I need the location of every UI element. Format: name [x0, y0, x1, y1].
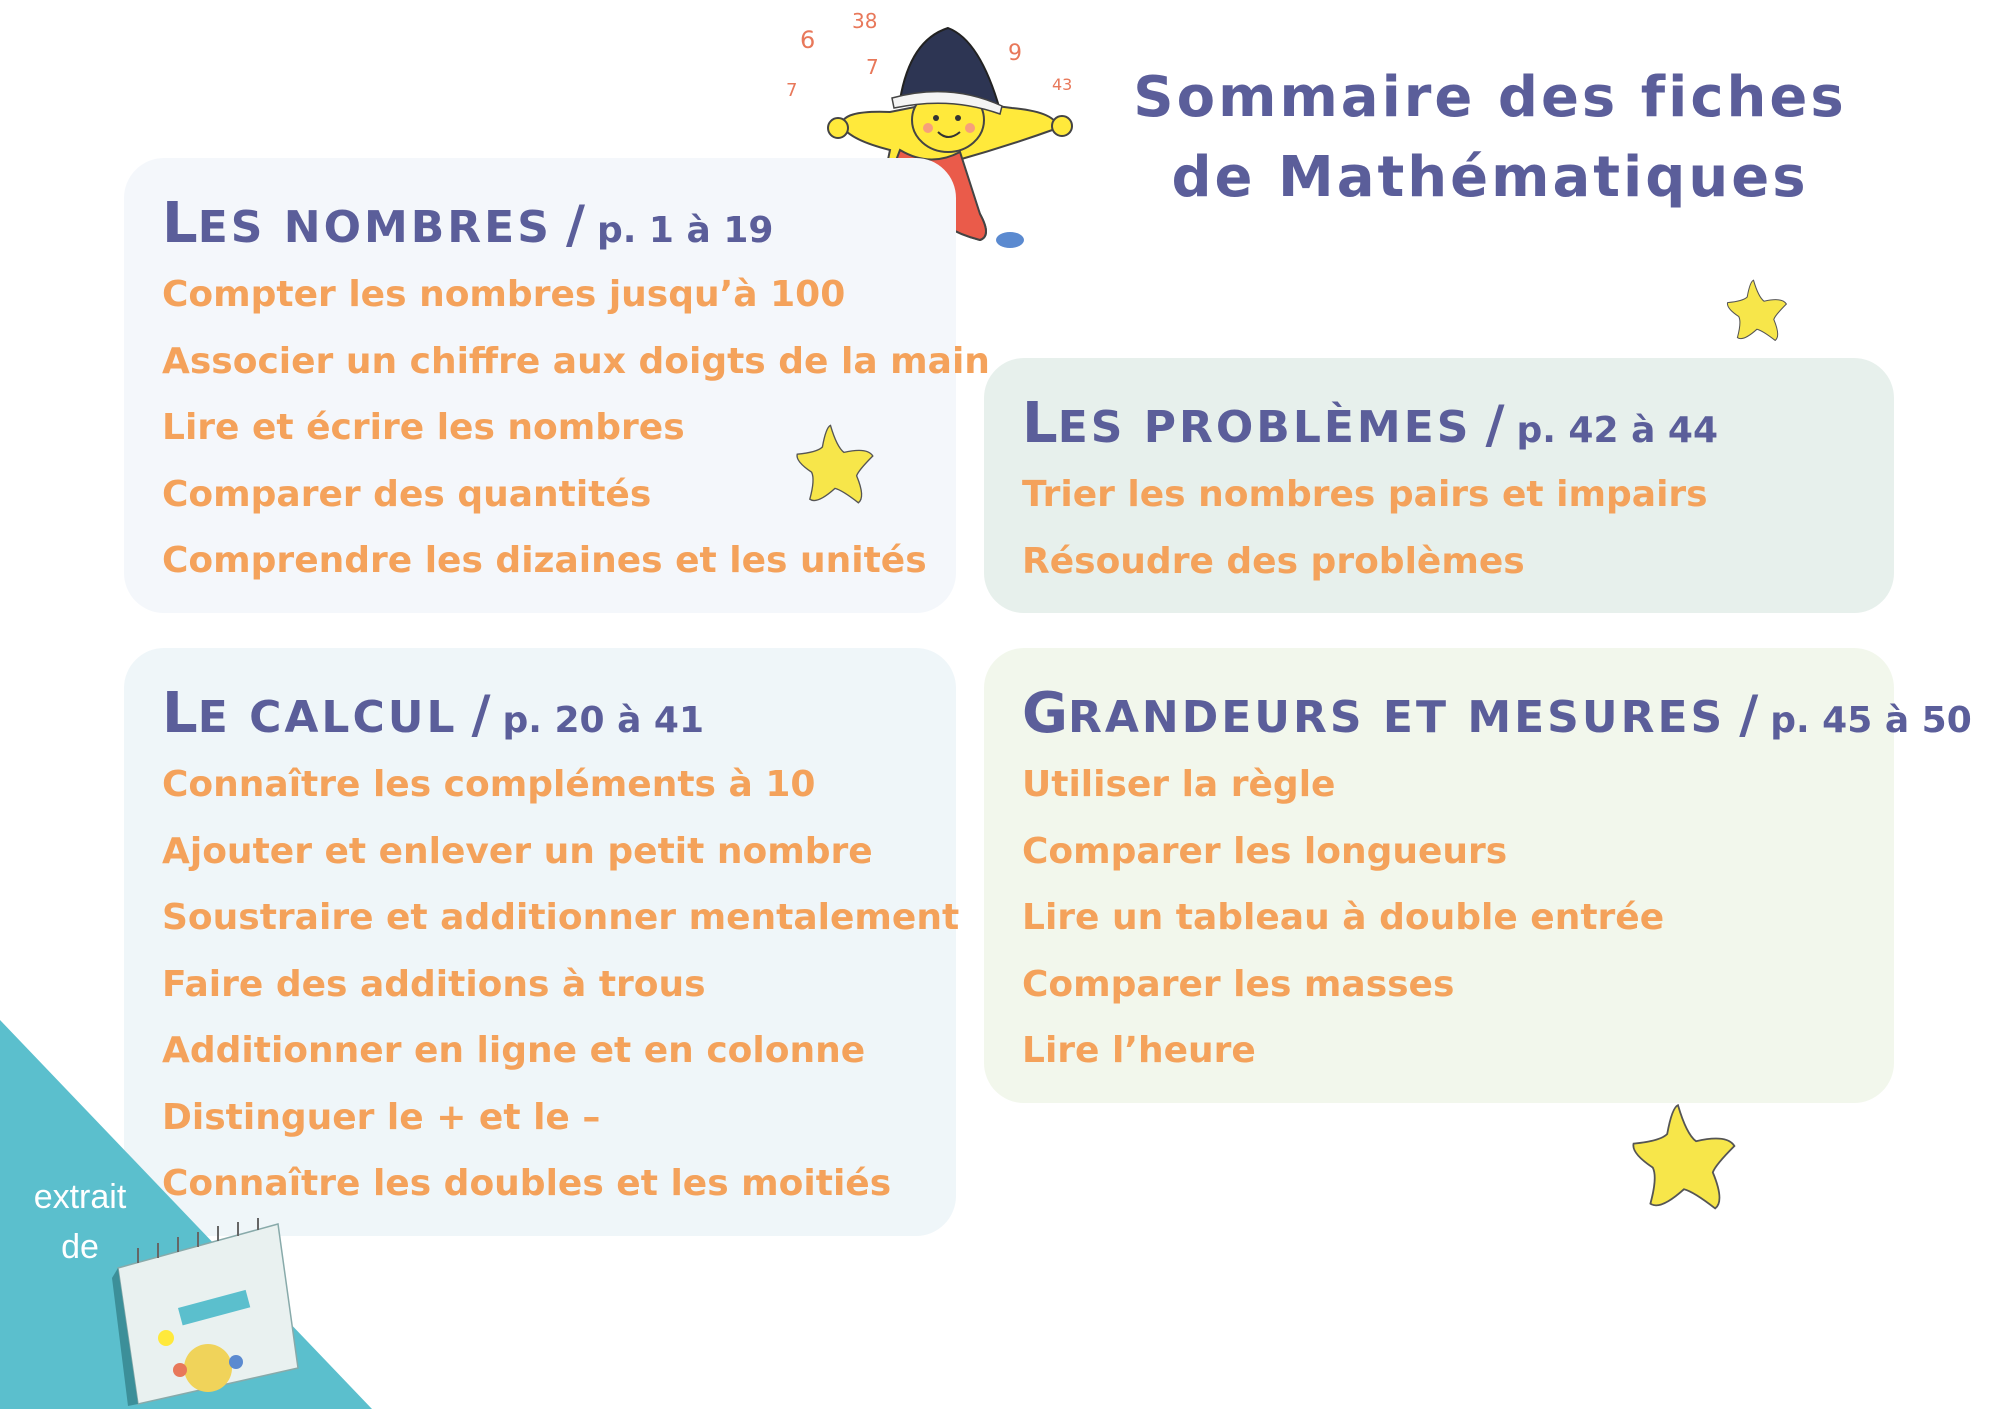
heading-initial: L — [162, 681, 198, 746]
heading-pages: p. 1 à 19 — [596, 210, 774, 251]
list-item: Connaître les doubles et les moitiés — [162, 1163, 892, 1204]
star-icon — [1722, 276, 1792, 346]
list-item: Compter les nombres jusqu’à 100 — [162, 274, 846, 315]
heading-text: E CALCUL — [197, 692, 458, 743]
heading-slash: / — [1739, 685, 1759, 745]
heading-initial: G — [1022, 681, 1068, 746]
heading-pages: p. 42 à 44 — [1516, 410, 1718, 451]
list-item: Comparer les masses — [1022, 963, 1455, 1005]
mascot-number: 6 — [800, 26, 816, 54]
heading-pages: p. 45 à 50 — [1770, 700, 1972, 741]
star-icon — [1624, 1098, 1744, 1218]
list-item: Distinguer le + et le – — [162, 1096, 601, 1138]
list-item: Soustraire et additionner mentalement — [162, 897, 960, 938]
page-title — [1100, 58, 1880, 218]
list-item: Comprendre les dizaines et les unités — [162, 540, 927, 581]
heading-slash: / — [565, 195, 585, 255]
section-grandeurs-et-mesures — [984, 648, 1972, 1103]
list-item: Comparer des quantités — [162, 473, 652, 515]
heading-slash: / — [1485, 395, 1505, 455]
list-item: Lire un tableau à double entrée — [1022, 897, 1665, 938]
mascot-number: 43 — [1052, 75, 1073, 94]
extrait-line-2: de — [61, 1228, 99, 1266]
heading-text: ES PROBLÈMES — [1057, 402, 1472, 453]
section-heading — [1022, 678, 1972, 750]
topic-list — [1022, 462, 1894, 595]
title-line-2: de Mathématiques — [1171, 145, 1809, 210]
list-item: Lire et écrire les nombres — [162, 407, 685, 448]
section-heading — [162, 188, 956, 260]
heading-initial: L — [1022, 391, 1058, 456]
list-item: Trier les nombres pairs et impairs — [1022, 474, 1708, 515]
topic-list — [1022, 752, 1894, 1085]
book-cover-image — [108, 1218, 308, 1408]
heading-pages: p. 20 à 41 — [502, 700, 705, 741]
list-item: Utiliser la règle — [1022, 764, 1336, 805]
list-item: Lire l’heure — [1022, 1030, 1256, 1071]
heading-text: RANDEURS ET MESURES — [1067, 692, 1726, 743]
extrait-line-1: extrait — [33, 1178, 127, 1216]
section-heading — [1022, 388, 1894, 460]
list-item: Additionner en ligne et en colonne — [162, 1030, 866, 1071]
mascot-number: 9 — [1008, 41, 1022, 66]
list-item: Associer un chiffre aux doigts de la main — [162, 340, 990, 382]
heading-slash: / — [471, 685, 491, 745]
section-les-nombres — [124, 158, 990, 613]
heading-initial: L — [162, 191, 198, 256]
list-item: Connaître les compléments à 10 — [162, 764, 816, 805]
list-item: Faire des additions à trous — [162, 963, 706, 1005]
mascot-number: 7 — [786, 80, 798, 101]
section-heading — [162, 678, 956, 750]
list-item: Ajouter et enlever un petit nombre — [162, 830, 873, 872]
mascot-number: 7 — [866, 55, 879, 79]
list-item: Comparer les longueurs — [1022, 830, 1508, 872]
heading-text: ES NOMBRES — [197, 202, 552, 253]
list-item: Résoudre des problèmes — [1022, 540, 1525, 582]
title-line-1: Sommaire des fiches — [1133, 65, 1847, 130]
mascot-number: 38 — [852, 9, 878, 33]
star-icon — [790, 420, 880, 510]
section-les-problemes — [984, 358, 1894, 613]
